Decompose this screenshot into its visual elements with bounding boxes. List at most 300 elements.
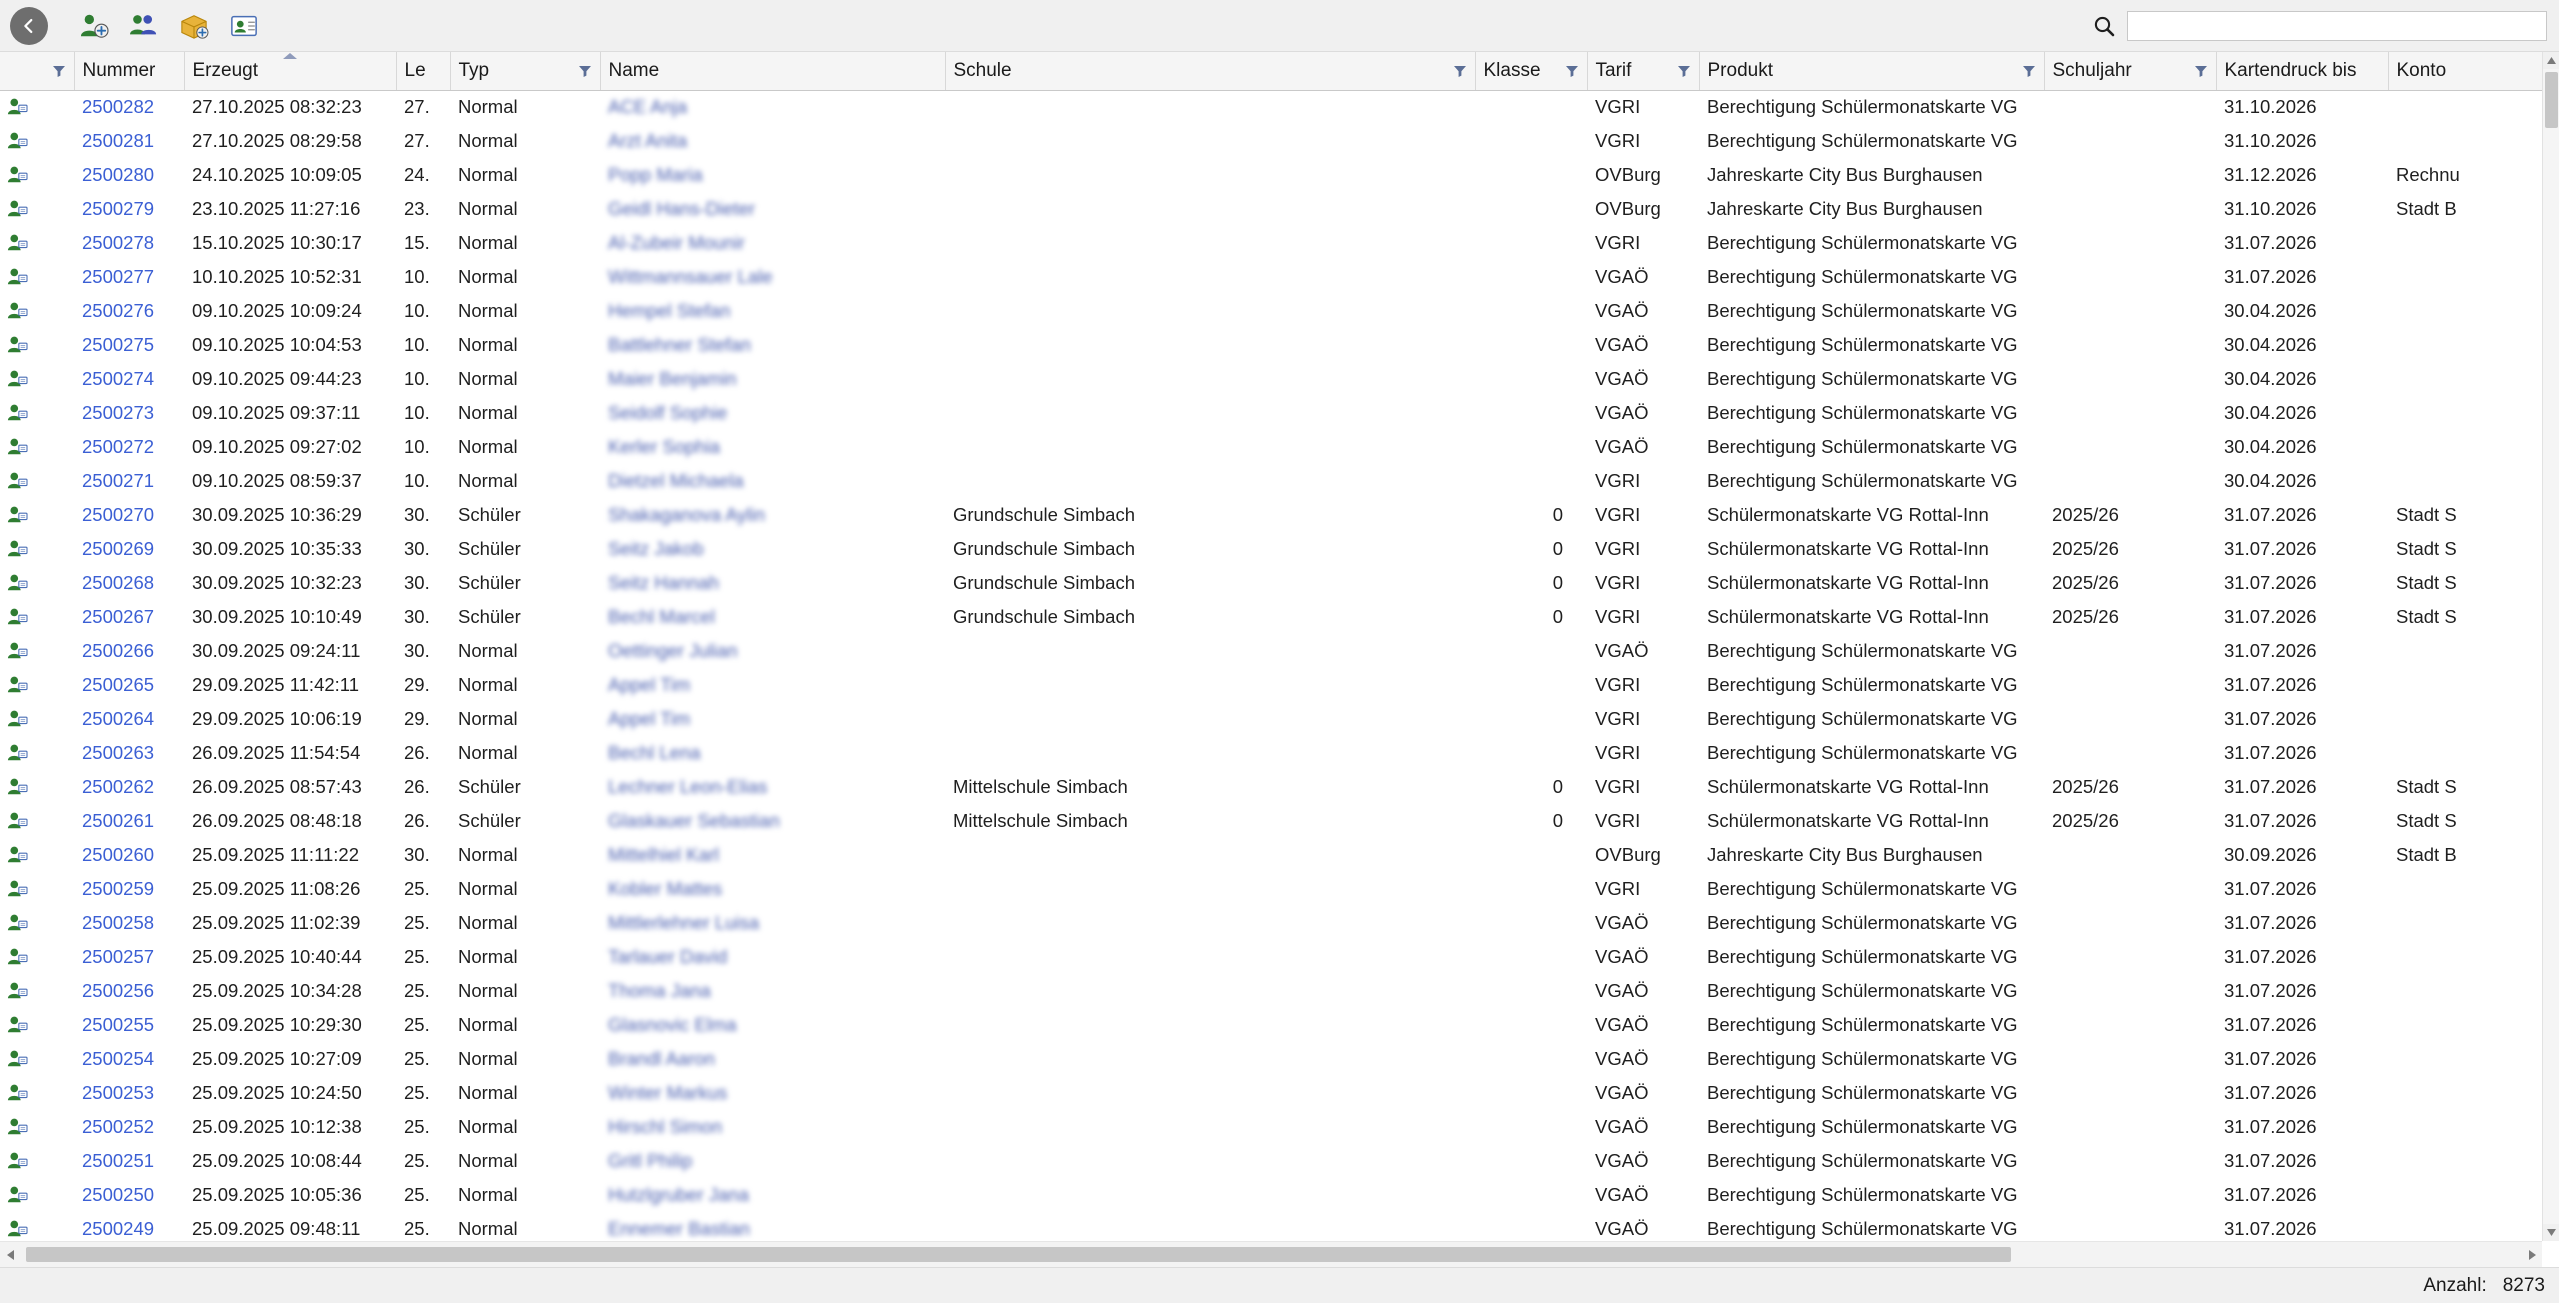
cell-kartendruck-bis: 31.07.2026: [2224, 1150, 2317, 1171]
toolbar-right-group: [2089, 0, 2547, 52]
cell-schuljahr: [2044, 328, 2216, 362]
cell-schule: [945, 226, 1475, 260]
cell-erzeugt: 27.10.2025 08:29:58: [192, 130, 362, 151]
cell-nummer[interactable]: 2500252: [82, 1116, 155, 1137]
column-label-name: Name: [608, 59, 660, 81]
cell-nummer[interactable]: 2500274: [82, 368, 155, 389]
cell-nummer[interactable]: 2500278: [82, 232, 155, 253]
table-row[interactable]: [0, 702, 2553, 736]
cell-erzeugt: 09.10.2025 08:59:37: [192, 470, 362, 491]
cell-schule: [945, 362, 1475, 396]
cell-produkt: Schülermonatskarte VG Rottal-Inn: [1707, 606, 1989, 627]
cell-schule: [945, 124, 1475, 158]
row-person-card-icon[interactable]: [0, 770, 74, 804]
cell-nummer[interactable]: 2500277: [82, 266, 155, 287]
row-person-card-icon[interactable]: [0, 90, 74, 124]
cell-produkt: Schülermonatskarte VG Rottal-Inn: [1707, 776, 1989, 797]
cell-schule: [945, 668, 1475, 702]
column-header-typ[interactable]: [450, 52, 600, 90]
cell-tarif: VGAÖ: [1595, 912, 1649, 933]
cell-nummer[interactable]: 2500268: [82, 572, 155, 593]
cell-name: [600, 294, 945, 328]
person-add-icon[interactable]: [76, 9, 112, 43]
cell-nummer[interactable]: 2500265: [82, 674, 155, 695]
cell-name: [600, 1110, 945, 1144]
table-row[interactable]: [0, 940, 2553, 974]
name-value: Al-Zubeir Mounir: [608, 232, 745, 253]
row-person-card-icon[interactable]: [0, 430, 74, 464]
table-row[interactable]: [0, 838, 2553, 872]
cell-le: 25.: [404, 1082, 430, 1103]
table-row[interactable]: [0, 192, 2553, 226]
scroll-left-arrow-icon[interactable]: [0, 1242, 20, 1268]
card-person-icon[interactable]: [226, 9, 262, 43]
cell-schule: [945, 974, 1475, 1008]
cell-schule: Grundschule Simbach: [953, 504, 1136, 525]
column-header-le[interactable]: [396, 52, 450, 90]
cell-schuljahr: [2044, 1178, 2216, 1212]
cell-konto: Stadt S: [2396, 572, 2457, 593]
cell-nummer[interactable]: 2500272: [82, 436, 155, 457]
table-row[interactable]: [0, 396, 2553, 430]
cell-nummer[interactable]: 2500251: [82, 1150, 155, 1171]
cell-tarif: VGAÖ: [1595, 1082, 1649, 1103]
cell-klasse: [1475, 226, 1587, 260]
scroll-right-arrow-icon[interactable]: [2522, 1242, 2542, 1268]
package-icon[interactable]: [176, 9, 212, 43]
cell-le: 15.: [404, 232, 430, 253]
cell-klasse: [1475, 124, 1587, 158]
cell-konto: [2388, 702, 2553, 736]
cell-schule: [945, 158, 1475, 192]
horizontal-scroll-track[interactable]: [20, 1242, 2522, 1268]
cell-tarif: VGRI: [1595, 538, 1641, 559]
row-person-card-icon[interactable]: [0, 1178, 74, 1212]
name-value: Maier Benjamin: [608, 368, 737, 389]
cell-le: 26.: [404, 810, 430, 831]
cell-schule: [945, 1008, 1475, 1042]
filter-icon-schuljahr[interactable]: [2194, 64, 2208, 78]
table-row[interactable]: [0, 124, 2553, 158]
row-person-card-icon[interactable]: [0, 974, 74, 1008]
cell-le: 25.: [404, 878, 430, 899]
table-row[interactable]: [0, 464, 2553, 498]
column-header-erzeugt[interactable]: [184, 52, 396, 90]
cell-schuljahr: [2044, 396, 2216, 430]
table-row[interactable]: [0, 328, 2553, 362]
scroll-up-arrow-icon[interactable]: [2543, 52, 2559, 69]
filter-icon-schule[interactable]: [1453, 64, 1467, 78]
cell-konto: [2388, 362, 2553, 396]
cell-typ: Schüler: [458, 572, 521, 593]
name-value: Arzt Anita: [608, 130, 688, 151]
cell-produkt: Berechtigung Schülermonatskarte VG: [1707, 470, 2018, 491]
column-label-kartendruck-bis: Kartendruck bis: [2224, 59, 2357, 81]
cell-kartendruck-bis: 30.04.2026: [2224, 368, 2317, 389]
cell-konto: [2388, 872, 2553, 906]
cell-nummer[interactable]: 2500269: [82, 538, 155, 559]
cell-nummer[interactable]: 2500257: [82, 946, 155, 967]
column-header-tarif[interactable]: [1587, 52, 1699, 90]
cell-erzeugt: 30.09.2025 10:36:29: [192, 504, 362, 525]
sort-ascending-icon: [283, 53, 297, 59]
table-header: [0, 52, 2553, 90]
cell-schuljahr: [2044, 1008, 2216, 1042]
cell-produkt: Berechtigung Schülermonatskarte VG: [1707, 232, 2018, 253]
cell-erzeugt: 30.09.2025 10:10:49: [192, 606, 362, 627]
table-body: [0, 90, 2553, 1246]
cell-name: [600, 668, 945, 702]
cell-kartendruck-bis: 31.07.2026: [2224, 674, 2317, 695]
cell-schuljahr: [2044, 1042, 2216, 1076]
row-person-card-icon[interactable]: [0, 1042, 74, 1076]
cell-produkt: Jahreskarte City Bus Burghausen: [1707, 198, 1983, 219]
cell-produkt: Berechtigung Schülermonatskarte VG: [1707, 130, 2018, 151]
column-header-nummer[interactable]: [74, 52, 184, 90]
filter-icon-klasse[interactable]: [1565, 64, 1579, 78]
row-person-card-icon[interactable]: [0, 396, 74, 430]
row-person-card-icon[interactable]: [0, 1144, 74, 1178]
cell-name: [600, 702, 945, 736]
cell-nummer[interactable]: 2500258: [82, 912, 155, 933]
row-person-card-icon[interactable]: [0, 498, 74, 532]
cell-name: [600, 1076, 945, 1110]
cell-kartendruck-bis: 31.07.2026: [2224, 1184, 2317, 1205]
cell-nummer[interactable]: 2500264: [82, 708, 155, 729]
cell-nummer[interactable]: 2500271: [82, 470, 155, 491]
cell-tarif: VGAÖ: [1595, 266, 1649, 287]
search-icon[interactable]: [2089, 11, 2119, 41]
cell-schuljahr: 2025/26: [2052, 504, 2119, 525]
table-row[interactable]: [0, 634, 2553, 668]
cell-name: [600, 1144, 945, 1178]
cell-konto: Stadt S: [2396, 810, 2457, 831]
vertical-scrollbar[interactable]: [2542, 52, 2559, 1241]
search-input[interactable]: [2127, 11, 2547, 41]
row-person-card-icon[interactable]: [0, 872, 74, 906]
table-row[interactable]: [0, 1076, 2553, 1110]
cell-erzeugt: 09.10.2025 09:27:02: [192, 436, 362, 457]
cell-kartendruck-bis: 31.07.2026: [2224, 980, 2317, 1001]
row-person-card-icon[interactable]: [0, 226, 74, 260]
column-header-schuljahr[interactable]: [2044, 52, 2216, 90]
row-person-card-icon[interactable]: [0, 702, 74, 736]
cell-nummer[interactable]: 2500250: [82, 1184, 155, 1205]
cell-schuljahr: [2044, 940, 2216, 974]
name-value: Bechl Lena: [608, 742, 701, 763]
cell-le: 25.: [404, 1116, 430, 1137]
cell-produkt: Berechtigung Schülermonatskarte VG: [1707, 1014, 2018, 1035]
cell-name: [600, 124, 945, 158]
row-person-card-icon[interactable]: [0, 532, 74, 566]
cell-typ: Normal: [458, 708, 518, 729]
cell-klasse: [1475, 464, 1587, 498]
cell-schuljahr: [2044, 1110, 2216, 1144]
table-row[interactable]: [0, 498, 2553, 532]
cell-erzeugt: 25.09.2025 09:48:11: [192, 1218, 361, 1239]
cell-le: 30.: [404, 572, 430, 593]
cell-typ: Normal: [458, 980, 518, 1001]
cell-klasse: [1475, 634, 1587, 668]
cell-schuljahr: [2044, 294, 2216, 328]
row-person-card-icon[interactable]: [0, 940, 74, 974]
cell-produkt: Berechtigung Schülermonatskarte VG: [1707, 674, 2018, 695]
name-value: Geidl Hans-Dieter: [608, 198, 756, 219]
table-row[interactable]: [0, 974, 2553, 1008]
cell-nummer[interactable]: 2500266: [82, 640, 155, 661]
cell-tarif: VGRI: [1595, 470, 1641, 491]
cell-nummer[interactable]: 2500249: [82, 1218, 155, 1239]
cell-klasse: [1475, 396, 1587, 430]
back-button[interactable]: [10, 7, 48, 45]
row-person-card-icon[interactable]: [0, 600, 74, 634]
cell-nummer[interactable]: 2500255: [82, 1014, 155, 1035]
filter-icon-typ[interactable]: [578, 64, 592, 78]
cell-schuljahr: 2025/26: [2052, 572, 2119, 593]
cell-tarif: VGRI: [1595, 810, 1641, 831]
filter-icon-produkt[interactable]: [2022, 64, 2036, 78]
cell-nummer[interactable]: 2500261: [82, 810, 155, 831]
cell-name: [600, 396, 945, 430]
cell-le: 24.: [404, 164, 430, 185]
cell-schule: [945, 430, 1475, 464]
table-row[interactable]: [0, 804, 2553, 838]
cell-konto: [2388, 1042, 2553, 1076]
column-header-icon[interactable]: [0, 52, 74, 90]
column-header-schule[interactable]: [945, 52, 1475, 90]
name-value: Appel Tim: [608, 674, 691, 695]
cell-schule: [945, 294, 1475, 328]
cell-konto: [2388, 906, 2553, 940]
cell-erzeugt: 23.10.2025 11:27:16: [192, 198, 361, 219]
row-person-card-icon[interactable]: [0, 1110, 74, 1144]
row-person-card-icon[interactable]: [0, 294, 74, 328]
cell-tarif: VGRI: [1595, 572, 1641, 593]
cell-name: [600, 90, 945, 124]
cell-kartendruck-bis: 31.07.2026: [2224, 232, 2317, 253]
row-person-card-icon[interactable]: [0, 1008, 74, 1042]
name-value: Dietzel Michaela: [608, 470, 744, 491]
row-person-card-icon[interactable]: [0, 192, 74, 226]
group-icon[interactable]: [126, 9, 162, 43]
cell-schuljahr: 2025/26: [2052, 538, 2119, 559]
table-row[interactable]: [0, 770, 2553, 804]
table-row[interactable]: [0, 1008, 2553, 1042]
cell-le: 30.: [404, 538, 430, 559]
row-person-card-icon[interactable]: [0, 362, 74, 396]
table-row[interactable]: [0, 1110, 2553, 1144]
cell-konto: [2388, 294, 2553, 328]
cell-nummer[interactable]: 2500267: [82, 606, 155, 627]
scroll-down-arrow-icon[interactable]: [2543, 1224, 2559, 1241]
cell-konto: Stadt S: [2396, 776, 2457, 797]
cell-typ: Normal: [458, 164, 518, 185]
cell-typ: Normal: [458, 674, 518, 695]
cell-nummer[interactable]: 2500280: [82, 164, 155, 185]
cell-typ: Normal: [458, 470, 518, 491]
cell-nummer[interactable]: 2500259: [82, 878, 155, 899]
table-row[interactable]: [0, 294, 2553, 328]
cell-schule: [945, 940, 1475, 974]
cell-le: 30.: [404, 844, 430, 865]
cell-erzeugt: 25.09.2025 10:05:36: [192, 1184, 362, 1205]
row-person-card-icon[interactable]: [0, 906, 74, 940]
cell-produkt: Berechtigung Schülermonatskarte VG: [1707, 878, 2018, 899]
table-row[interactable]: [0, 872, 2553, 906]
cell-tarif: VGAÖ: [1595, 980, 1649, 1001]
cell-konto: Stadt S: [2396, 606, 2457, 627]
table-row[interactable]: [0, 532, 2553, 566]
row-person-card-icon[interactable]: [0, 634, 74, 668]
row-person-card-icon[interactable]: [0, 804, 74, 838]
name-value: Lechner Leon-Elias: [608, 776, 768, 797]
cell-klasse: [1475, 90, 1587, 124]
table-row[interactable]: [0, 260, 2553, 294]
column-header-konto[interactable]: [2388, 52, 2553, 90]
cell-nummer[interactable]: 2500254: [82, 1048, 155, 1069]
cell-tarif: VGRI: [1595, 674, 1641, 695]
column-header-name[interactable]: [600, 52, 945, 90]
cell-name: [600, 226, 945, 260]
cell-le: 25.: [404, 1048, 430, 1069]
row-person-card-icon[interactable]: [0, 736, 74, 770]
horizontal-scrollbar[interactable]: [0, 1241, 2542, 1267]
cell-name: [600, 906, 945, 940]
column-label-nummer: Nummer: [82, 59, 156, 81]
cell-tarif: VGRI: [1595, 878, 1641, 899]
table-row[interactable]: [0, 1178, 2553, 1212]
cell-nummer[interactable]: 2500263: [82, 742, 155, 763]
cell-nummer[interactable]: 2500273: [82, 402, 155, 423]
cell-nummer[interactable]: 2500279: [82, 198, 155, 219]
cell-erzeugt: 26.09.2025 08:57:43: [192, 776, 362, 797]
cell-produkt: Schülermonatskarte VG Rottal-Inn: [1707, 538, 1989, 559]
row-person-card-icon[interactable]: [0, 328, 74, 362]
cell-schuljahr: [2044, 702, 2216, 736]
cell-tarif: VGAÖ: [1595, 334, 1649, 355]
table-row[interactable]: [0, 1042, 2553, 1076]
cell-typ: Schüler: [458, 606, 521, 627]
cell-nummer[interactable]: 2500253: [82, 1082, 155, 1103]
cell-tarif: VGAÖ: [1595, 1116, 1649, 1137]
cell-kartendruck-bis: 31.07.2026: [2224, 1218, 2317, 1239]
name-value: Tarlauer David: [608, 946, 728, 967]
name-value: Seitz Hannah: [608, 572, 720, 593]
cell-erzeugt: 26.09.2025 11:54:54: [192, 742, 361, 763]
cell-nummer[interactable]: 2500260: [82, 844, 155, 865]
row-person-card-icon[interactable]: [0, 260, 74, 294]
table-row[interactable]: [0, 1144, 2553, 1178]
table-row[interactable]: [0, 90, 2553, 124]
cell-erzeugt: 25.09.2025 10:08:44: [192, 1150, 362, 1171]
row-person-card-icon[interactable]: [0, 158, 74, 192]
cell-le: 30.: [404, 606, 430, 627]
table-row[interactable]: [0, 736, 2553, 770]
table-row[interactable]: [0, 226, 2553, 260]
name-value: Thoma Jana: [608, 980, 711, 1001]
cell-kartendruck-bis: 31.07.2026: [2224, 1048, 2317, 1069]
table-row[interactable]: [0, 362, 2553, 396]
row-person-card-icon[interactable]: [0, 566, 74, 600]
cell-schule: [945, 396, 1475, 430]
table-row[interactable]: [0, 668, 2553, 702]
name-value: Hirschl Simon: [608, 1116, 723, 1137]
cell-schule: [945, 90, 1475, 124]
row-person-card-icon[interactable]: [0, 464, 74, 498]
cell-nummer[interactable]: 2500262: [82, 776, 155, 797]
cell-erzeugt: 30.09.2025 09:24:11: [192, 640, 361, 661]
cell-schule: [945, 872, 1475, 906]
cell-kartendruck-bis: 30.09.2026: [2224, 844, 2317, 865]
row-person-card-icon[interactable]: [0, 838, 74, 872]
cell-typ: Schüler: [458, 538, 521, 559]
cell-name: [600, 498, 945, 532]
cell-typ: Normal: [458, 912, 518, 933]
cell-kartendruck-bis: 31.07.2026: [2224, 266, 2317, 287]
cell-erzeugt: 29.09.2025 11:42:11: [192, 674, 359, 695]
cell-nummer[interactable]: 2500282: [82, 96, 155, 118]
cell-name: [600, 430, 945, 464]
column-header-kartendruck-bis[interactable]: [2216, 52, 2388, 90]
cell-erzeugt: 30.09.2025 10:35:33: [192, 538, 362, 559]
row-person-card-icon[interactable]: [0, 668, 74, 702]
cell-le: 10.: [404, 436, 430, 457]
name-value: Glasnovic Elma: [608, 1014, 737, 1035]
table-row[interactable]: [0, 600, 2553, 634]
row-person-card-icon[interactable]: [0, 1076, 74, 1110]
name-value: Wittmannsauer Lale: [608, 266, 773, 287]
cell-kartendruck-bis: 31.07.2026: [2224, 640, 2317, 661]
cell-nummer[interactable]: 2500275: [82, 334, 155, 355]
table-row[interactable]: [0, 430, 2553, 464]
cell-erzeugt: 25.09.2025 11:11:22: [192, 844, 359, 865]
name-value: Seitz Jakob: [608, 538, 704, 559]
cell-konto: [2388, 634, 2553, 668]
column-label-klasse: Klasse: [1483, 59, 1541, 81]
column-header-klasse[interactable]: [1475, 52, 1587, 90]
cell-kartendruck-bis: 31.07.2026: [2224, 1082, 2317, 1103]
cell-schule: [945, 464, 1475, 498]
cell-produkt: Berechtigung Schülermonatskarte VG: [1707, 96, 2018, 118]
table-row[interactable]: [0, 158, 2553, 192]
cell-name: [600, 940, 945, 974]
cell-tarif: VGRI: [1595, 232, 1641, 253]
cell-konto: [2388, 736, 2553, 770]
cell-kartendruck-bis: 31.07.2026: [2224, 946, 2317, 967]
vertical-scroll-thumb[interactable]: [2545, 72, 2558, 128]
cell-konto: [2388, 464, 2553, 498]
horizontal-scroll-thumb[interactable]: [26, 1247, 2011, 1262]
filter-icon-icon-column[interactable]: [52, 64, 66, 78]
table-row[interactable]: [0, 906, 2553, 940]
column-label-schule: Schule: [953, 59, 1012, 81]
filter-icon-tarif[interactable]: [1677, 64, 1691, 78]
cell-klasse: [1475, 1144, 1587, 1178]
cell-nummer[interactable]: 2500281: [82, 130, 155, 151]
column-header-produkt[interactable]: [1699, 52, 2044, 90]
cell-konto: [2388, 430, 2553, 464]
table-row[interactable]: [0, 566, 2553, 600]
row-person-card-icon[interactable]: [0, 124, 74, 158]
cell-typ: Normal: [458, 878, 518, 899]
cell-produkt: Berechtigung Schülermonatskarte VG: [1707, 1184, 2018, 1205]
cell-typ: Normal: [458, 232, 518, 253]
cell-kartendruck-bis: 31.07.2026: [2224, 606, 2317, 627]
cell-nummer[interactable]: 2500270: [82, 504, 155, 525]
cell-nummer[interactable]: 2500276: [82, 300, 155, 321]
cell-nummer[interactable]: 2500256: [82, 980, 155, 1001]
cell-konto: Stadt B: [2396, 198, 2457, 219]
